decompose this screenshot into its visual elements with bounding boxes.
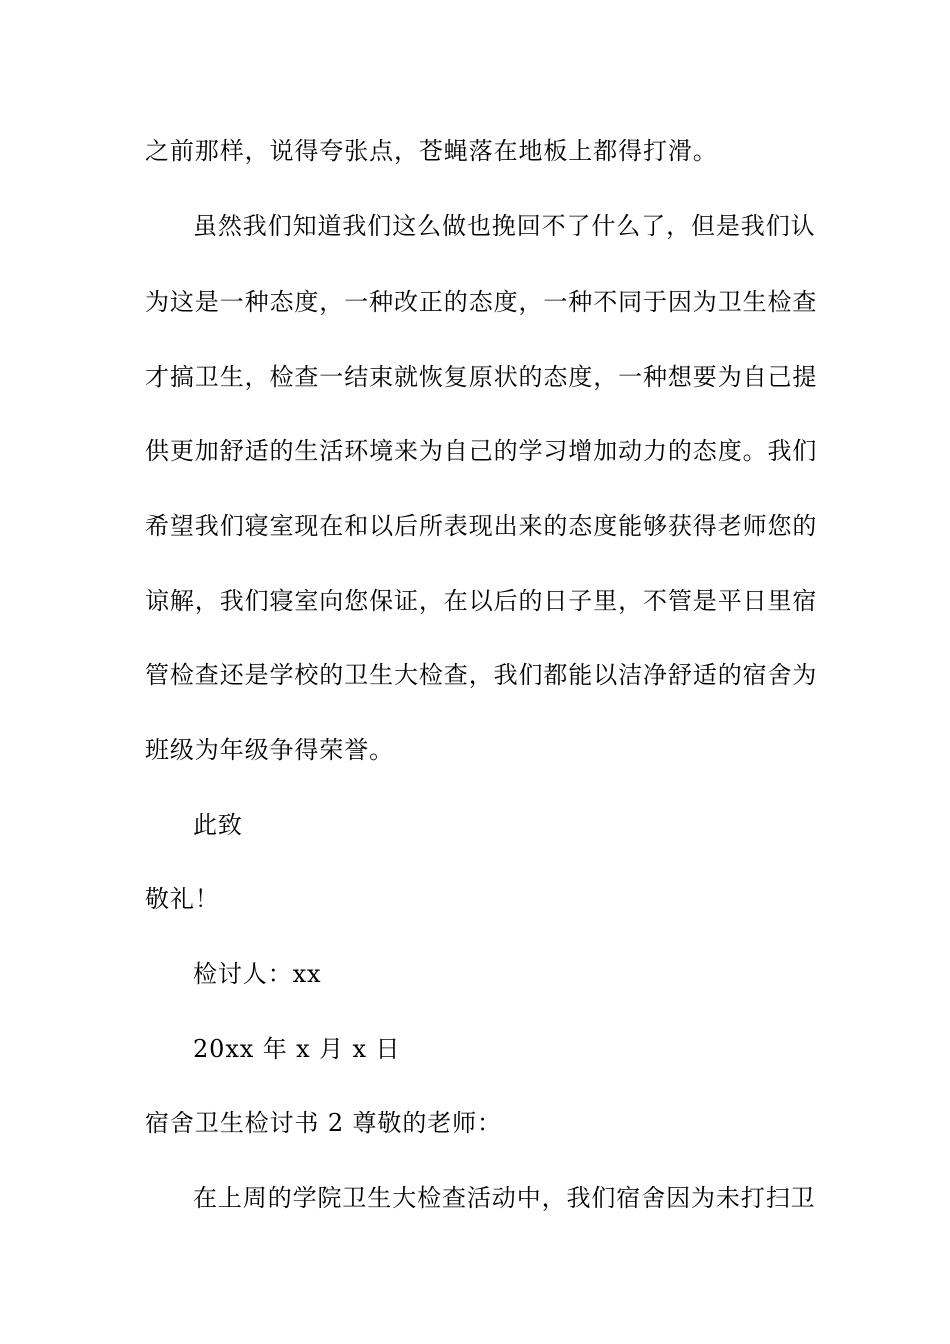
paragraph-line: 谅解，我们寝室向您保证，在以后的日子里，不管是平日里宿	[145, 587, 818, 615]
salutation-line: 此致	[193, 811, 243, 839]
paragraph-line: 希望我们寝室现在和以后所表现出来的态度能够获得老师您的	[145, 512, 818, 540]
closing-line: 敬礼！	[145, 885, 220, 913]
paragraph-line: 管检查还是学校的卫生大检查，我们都能以洁净舒适的宿舍为	[145, 661, 818, 689]
paragraph-line: 为这是一种态度，一种改正的态度，一种不同于因为卫生检查	[145, 288, 818, 316]
paragraph-line: 在上周的学院卫生大检查活动中，我们宿舍因为未打扫卫	[193, 1184, 816, 1212]
paragraph-line: 才搞卫生，检查一结束就恢复原状的态度，一种想要为自己提	[145, 363, 818, 391]
paragraph-line: 班级为年级争得荣誉。	[145, 736, 394, 764]
paragraph-line: 之前那样，说得夸张点，苍蝇落在地板上都得打滑。	[145, 137, 718, 165]
date-line: 20xx 年 x 月 x 日	[193, 1035, 401, 1063]
section-heading: 宿舍卫生检讨书 2 尊敬的老师：	[145, 1109, 502, 1137]
paragraph-line: 供更加舒适的生活环境来为自己的学习增加动力的态度。我们	[145, 437, 818, 465]
signature-line: 检讨人：xx	[193, 960, 322, 988]
paragraph-line: 虽然我们知道我们这么做也挽回不了什么了，但是我们认	[193, 212, 816, 240]
